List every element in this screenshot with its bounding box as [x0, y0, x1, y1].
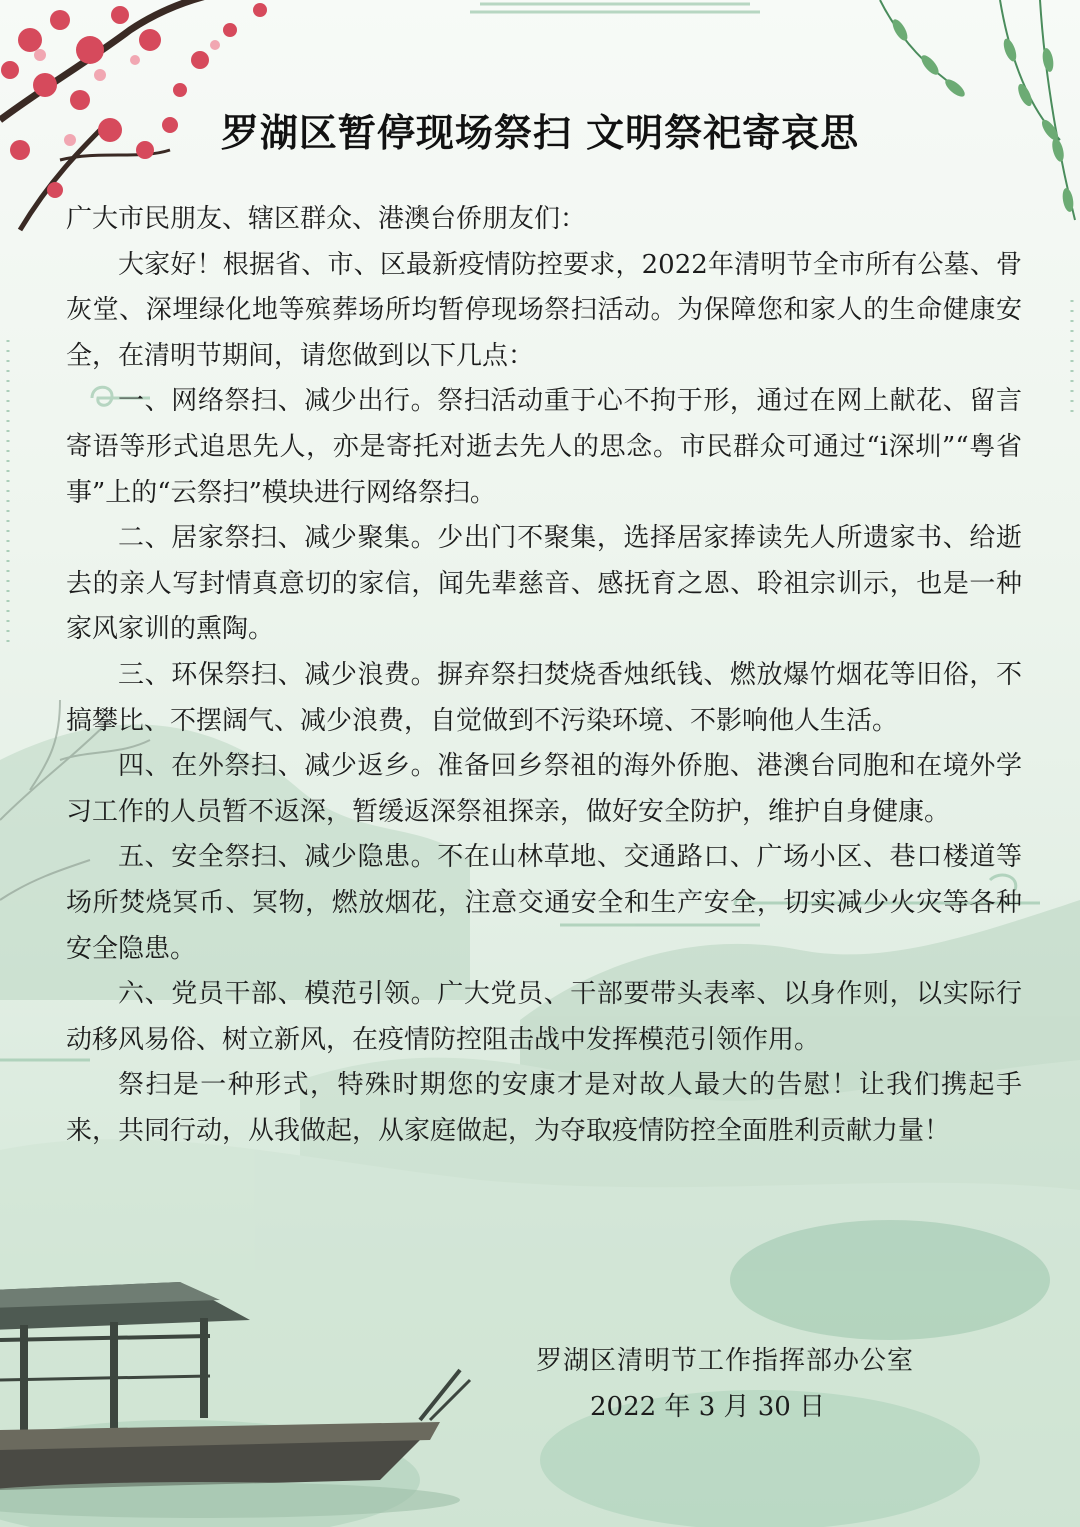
signature-date: 2022 年 3 月 30 日 — [590, 1392, 826, 1422]
paragraph-item-1: 一、网络祭扫、减少出行。祭扫活动重于心不拘于形，通过在网上献花、留言寄语等形式追思先人，亦是寄托对逝去先人的思念。市民群众可通过“i深圳”“粤省事”上的“云祭扫”模块进行网络祭扫。 — [66, 386, 1022, 508]
signature-block — [536, 1338, 956, 1430]
paragraph-item-3: 三、环保祭扫、减少浪费。摒弃祭扫焚烧香烛纸钱、燃放爆竹烟花等旧俗，不搞攀比、不摆阔气、减少浪费，自觉做到不污染环境、不影响他人生活。 — [66, 659, 1022, 736]
paragraph-item-5: 五、安全祭扫、减少隐患。不在山林草地、交通路口、广场小区、巷口楼道等场所焚烧冥币、冥物，燃放烟花，注意交通安全和生产安全，切实减少火灾等各种安全隐患。 — [66, 842, 1022, 964]
signature-org: 罗湖区清明节工作指挥部办公室 — [536, 1346, 915, 1376]
salutation: 广大市民朋友、辖区群众、港澳台侨朋友们： — [66, 204, 587, 234]
paragraph-greeting: 大家好！根据省、市、区最新疫情防控要求，2022年清明节全市所有公墓、骨灰堂、深埋绿化地等殡葬场所均暂停现场祭扫活动。为保障您和家人的生命健康安全，在清明节期间，请您做到以下几点： — [66, 249, 1022, 371]
notice-body — [66, 197, 1022, 1154]
paragraph-closing: 祭扫是一种形式，特殊时期您的安康才是对故人最大的告慰！让我们携起手来，共同行动，从我做起，从家庭做起，为夺取疫情防控全面胜利贡献力量！ — [66, 1070, 1022, 1146]
page-title: 罗湖区暂停现场祭扫 文明祭祀寄哀思 — [220, 111, 860, 155]
paragraph-item-6: 六、党员干部、模范引领。广大党员、干部要带头表率、以身作则，以实际行动移风易俗、树立新风，在疫情防控阻击战中发挥模范引领作用。 — [66, 979, 1022, 1055]
paragraph-item-2: 二、居家祭扫、减少聚集。少出门不聚集，选择居家捧读先人所遗家书、给逝去的亲人写封情真意切的家信，闻先辈慈音、感抚育之恩、聆祖宗训示，也是一种家风家训的熏陶。 — [66, 523, 1022, 645]
paragraph-item-4: 四、在外祭扫、减少返乡。准备回乡祭祖的海外侨胞、港澳台同胞和在境外学习工作的人员暂不返深，暂缓返深祭祖探亲，做好安全防护，维护自身健康。 — [66, 751, 1022, 827]
